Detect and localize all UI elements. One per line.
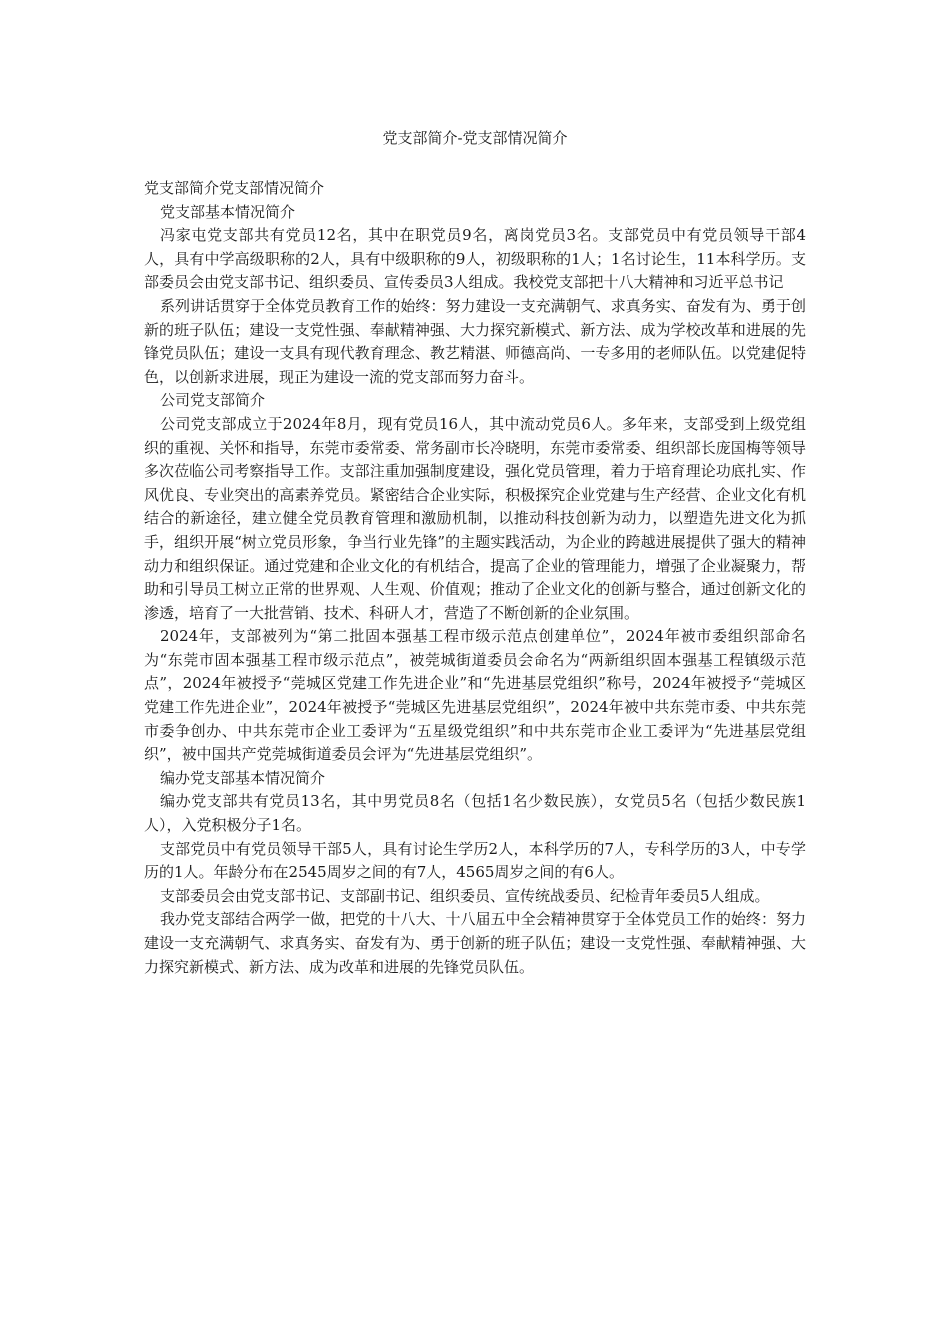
paragraph: 2024年，支部被列为“第二批固本强基工程市级示范点创建单位”，2024年被市委组织部命名为“东莞市固本强基工程市级示范点”，被莞城街道委员会命名为“两新组织固本强基工程镇级示范点”，2024年被授予“莞城区党建工作先进企业”和“先进基层党组织”称号，2024年被授予“莞城区党建工作先进企业”，2024年被授予“莞城区先进基层党组织”，2024年被中共东莞市委、中共东莞市委争创办、中共东莞市企业工委评为“五星级党组织”和中共东莞市企业工委评为“先进基层党组织”，被中国共产党莞城街道委员会评为“先进基层党组织”。 xyxy=(144,627,806,764)
document-title: 党支部简介-党支部情况简介 xyxy=(382,129,568,147)
section-heading: 党支部基本情况简介 xyxy=(160,202,296,221)
paragraph: 我办党支部结合两学一做，把党的十八大、十八届五中全会精神贯穿于全体党员工作的始终：努力建设一支充满朝气、求真务实、奋发有为、勇于创新的班子队伍；建设一支党性强、奉献精神强、大力探究新模式、新方法、成为改革和进展的先锋党员队伍。 xyxy=(144,910,806,976)
paragraph: 编办党支部共有党员13名，其中男党员8名（包括1名少数民族），女党员5名（包括少数民族1人），入党积极分子1名。 xyxy=(144,792,806,835)
section-heading: 公司党支部简介 xyxy=(160,391,266,410)
document-body xyxy=(144,177,806,979)
paragraph: 支部委员会由党支部书记、支部副书记、组织委员、宣传统战委员、纪检青年委员5人组成。 xyxy=(160,886,770,905)
paragraph: 系列讲话贯穿于全体党员教育工作的始终：努力建设一支充满朝气、求真务实、奋发有为、勇于创新的班子队伍；建设一支党性强、奉献精神强、大力探究新模式、新方法、成为学校改革和进展的先锋党员队伍；建设一支具有现代教育理念、教艺精湛、师德高尚、一专多用的老师队伍。以党建促特色，以创新求进展，现正为建设一流的党支部而努力奋斗。 xyxy=(144,296,806,386)
paragraph: 冯家屯党支部共有党员12名，其中在职党员9名，离岗党员3名。支部党员中有党员领导干部4人，具有中学高级职称的2人，具有中级职称的9人，初级职称的1人；1名讨论生，11本科学历。支部委员会由党支部书记、组织委员、宣传委员3人组成。我校党支部把十八大精神和习近平总书记 xyxy=(144,226,806,292)
paragraph: 公司党支部成立于2024年8月，现有党员16人，其中流动党员6人。多年来，支部受到上级党组织的重视、关怀和指导，东莞市委常委、常务副市长冷晓明，东莞市委常委、组织部长庞国梅等领导多次莅临公司考察指导工作。支部注重加强制度建设，强化党员管理，着力于培育理论功底扎实、作风优良、专业突出的高素养党员。紧密结合企业实际，积极探究企业党建与生产经营、企业文化有机结合的新途径，建立健全党员教育管理和激励机制，以推动科技创新为动力，以塑造先进文化为抓手，组织开展“树立党员形象，争当行业先锋”的主题实践活动，为企业的跨越进展提供了强大的精神动力和组织保证。通过党建和企业文化的有机结合，提高了企业的管理能力，增强了企业凝聚力，帮助和引导员工树立正常的世界观、人生观、价值观；推动了企业文化的创新与整合，通过创新文化的渗透，培育了一大批营销、技术、科研人才，营造了不断创新的企业氛围。 xyxy=(144,414,806,622)
paragraph-heading: 党支部简介党支部情况简介 xyxy=(144,179,325,197)
section-heading: 编办党支部基本情况简介 xyxy=(160,768,326,787)
paragraph: 支部党员中有党员领导干部5人，具有讨论生学历2人，本科学历的7人，专科学历的3人，中专学历的1人。年龄分布在2545周岁之间的有7人，4565周岁之间的有6人。 xyxy=(144,839,806,882)
